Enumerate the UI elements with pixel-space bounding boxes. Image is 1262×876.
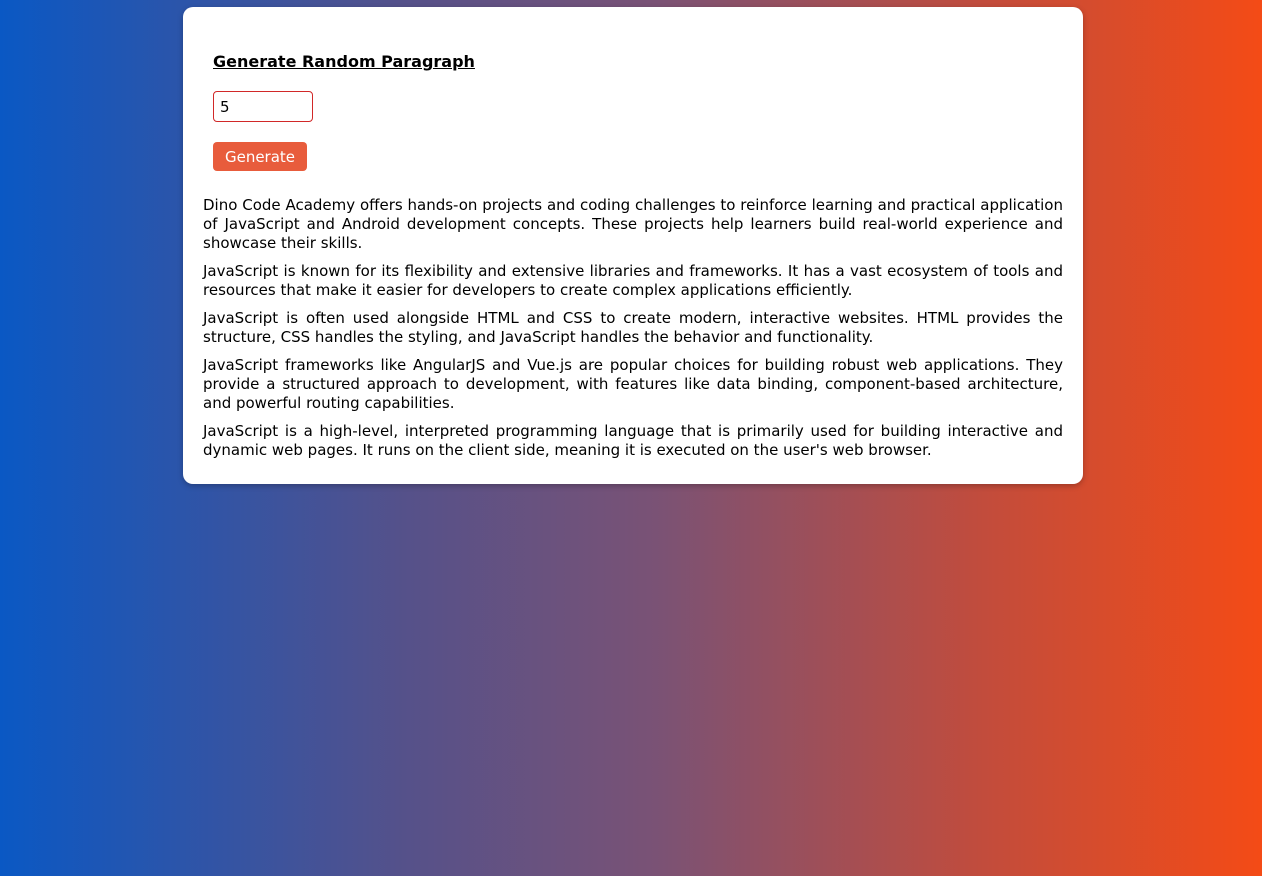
paragraph: JavaScript is a high-level, interpreted programming language that is primarily used for building interactive and dynamic web pages. It runs on the client side, meaning it is executed on the user's web browser. xyxy=(203,422,1063,459)
generate-button[interactable]: Generate xyxy=(213,142,307,171)
paragraph-output xyxy=(203,196,1063,469)
paragraph: JavaScript is known for its flexibility and extensive libraries and frameworks. It has a vast ecosystem of tools and resources that make it easier for developers to create complex applications efficiently. xyxy=(203,262,1063,299)
paragraph-count-input[interactable] xyxy=(213,91,313,122)
paragraph: JavaScript frameworks like AngularJS and Vue.js are popular choices for building robust web applications. They provide a structured approach to development, with features like data binding, component-based architecture, and powerful routing capabilities. xyxy=(203,356,1063,412)
page-title: Generate Random Paragraph xyxy=(213,52,475,71)
paragraph: JavaScript is often used alongside HTML and CSS to create modern, interactive websites. HTML provides the structure, CSS handles the styling, and JavaScript handles the behavior and functionality. xyxy=(203,309,1063,346)
generator-card xyxy=(183,7,1083,484)
paragraph: Dino Code Academy offers hands-on projects and coding challenges to reinforce learning and practical application of JavaScript and Android development concepts. These projects help learners build real-world experience and showcase their skills. xyxy=(203,196,1063,252)
